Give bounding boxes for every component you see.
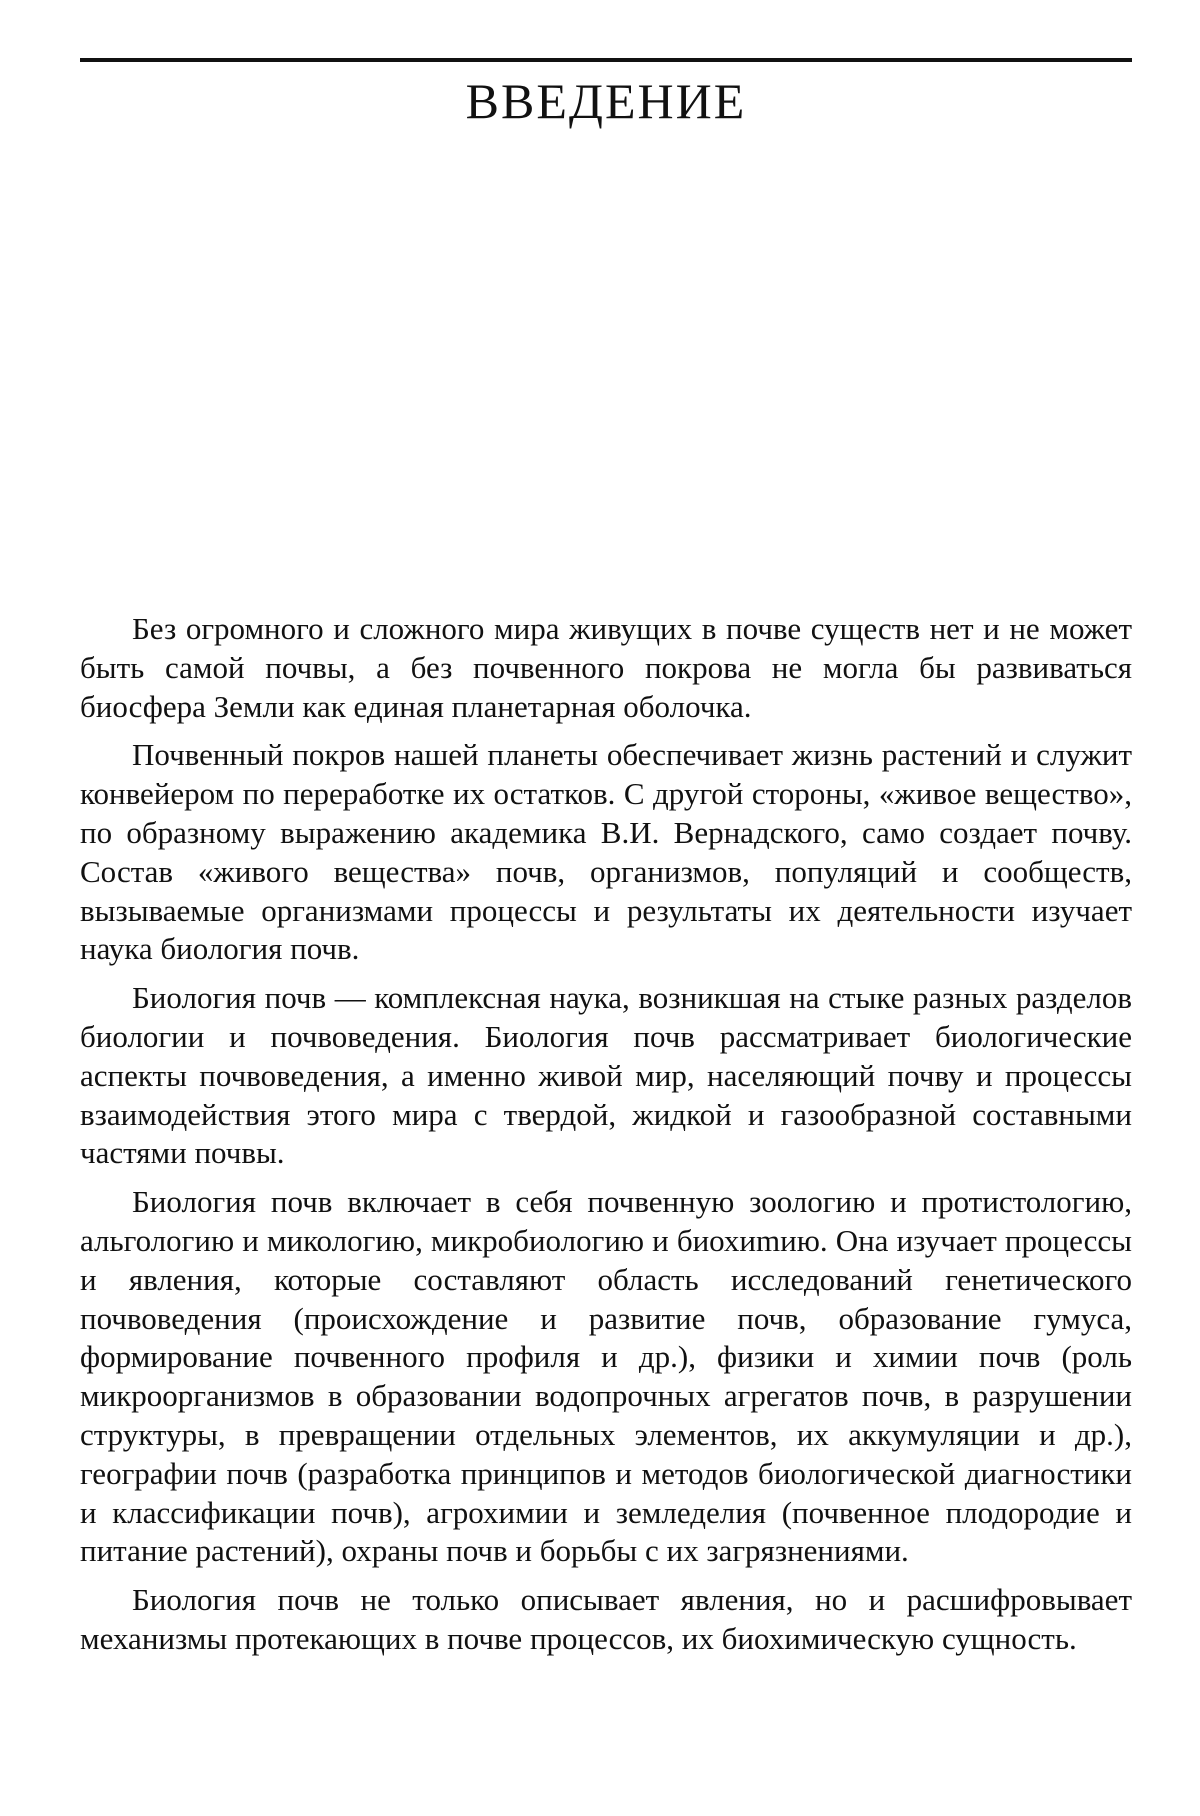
paragraph-4: Биология почв включает в себя почвенную зоологию и проти­стологию, альгологию и микологию, микробиологию и биохи­mию. Она изучает процессы и явления, которые составляют об­ласть исследований генетического почвоведения (происхождение и развитие почв, образование гумуса, формирование почвенного профиля и др.), физики и химии почв (роль микроорганизмов в образовании водопрочных агрегатов почв, в разрушении струк­туры, в превращении отдельных элементов, их аккумуляции и др.), географии почв (разработка принципов и методов биологи­ческой диагностики и классификации почв), агрохимии и земле­делия (почвенное плодородие и питание растений), охраны почв и борьбы с их загрязнениями.: [80, 1183, 1132, 1571]
top-rule: [80, 58, 1132, 62]
paragraph-5: Биология почв не только описывает явления, но и расшифро­вывает механизмы протекающих в почве процессов, их биохими­ческую сущность.: [80, 1581, 1132, 1659]
body-text: [80, 610, 1132, 1669]
paragraph-2: Почвенный покров нашей планеты обеспечивает жизнь рас­тений и служит конвейером по переработке их остатков. С дру­гой стороны, «живое вещество», по образному выражению ака­демика В.И. Вернадского, само создает почву. Состав «живого вещества» почв, организмов, популяций и сообществ, вызывае­мые организмами процессы и результаты их деятельности изуча­ет наука биология почв.: [80, 736, 1132, 969]
paragraph-3: Биология почв — комплексная наука, возникшая на стыке раз­ных разделов биологии и почвоведения. Биология почв рассмат­ривает биологические аспекты почвоведения, а именно живой мир, населяющий почву и процессы взаимодействия этого мира с твер­дой, жидкой и газообразной составными частями почвы.: [80, 979, 1132, 1173]
document-page: [80, 58, 1132, 1758]
chapter-heading: ВВЕДЕНИЕ: [80, 74, 1132, 129]
paragraph-1: Без огромного и сложного мира живущих в почве существ нет и не может быть самой почвы, а без почвенного покрова не могла бы развиваться биосфера Земли как единая планетарная оболочка.: [80, 610, 1132, 726]
